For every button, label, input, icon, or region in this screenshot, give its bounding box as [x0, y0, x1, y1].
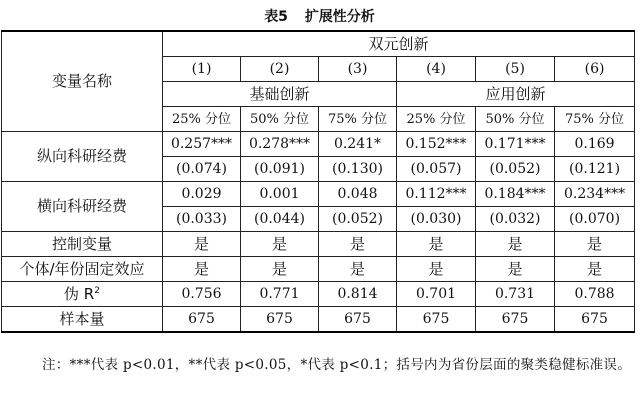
subgroup-header-basic: 基础创新	[163, 82, 397, 107]
table-cell: (0.070)	[555, 207, 635, 232]
table-cell: 0.152***	[397, 132, 476, 157]
table-cell: 0.814	[319, 282, 397, 307]
superscript-2: 2	[94, 285, 100, 296]
table-cell: 0.048	[319, 182, 397, 207]
table-cell: (0.121)	[555, 157, 635, 182]
table-row	[2, 257, 635, 282]
table-cell: 675	[319, 307, 397, 333]
table-cell: 675	[241, 307, 319, 333]
table-cell: 是	[163, 257, 241, 282]
subgroup-header-applied: 应用创新	[397, 82, 635, 107]
table-row	[2, 232, 635, 257]
row-label: 样本量	[2, 307, 163, 333]
col-header: (6)	[555, 57, 635, 82]
table-cell: 是	[555, 257, 635, 282]
row-label	[2, 282, 163, 307]
table-cell: 是	[241, 257, 319, 282]
table-caption: 扩展性分析	[304, 9, 375, 25]
group-header: 双元创新	[163, 31, 635, 57]
table-cell: 0.234***	[555, 182, 635, 207]
quantile-header: 25% 分位	[163, 107, 241, 132]
quantile-header: 75% 分位	[319, 107, 397, 132]
quantile-header: 25% 分位	[397, 107, 476, 132]
table-cell: 0.184***	[476, 182, 555, 207]
quantile-header: 75% 分位	[555, 107, 635, 132]
table-cell: 675	[397, 307, 476, 333]
table-cell: 675	[163, 307, 241, 333]
table-cell: 是	[241, 232, 319, 257]
table-cell: (0.057)	[397, 157, 476, 182]
table-cell: (0.044)	[241, 207, 319, 232]
variable-name-header: 变量名称	[2, 31, 163, 132]
table-cell: 0.788	[555, 282, 635, 307]
col-header: (2)	[241, 57, 319, 82]
table-cell: 是	[476, 232, 555, 257]
table-cell: 0.701	[397, 282, 476, 307]
table-cell: (0.052)	[476, 157, 555, 182]
table-row	[2, 307, 635, 333]
header-row-group	[2, 31, 635, 57]
table-row	[2, 282, 635, 307]
col-header: (1)	[163, 57, 241, 82]
table-cell: 0.169	[555, 132, 635, 157]
row-label: 横向科研经费	[2, 182, 163, 232]
col-header: (5)	[476, 57, 555, 82]
table-cell: (0.074)	[163, 157, 241, 182]
quantile-header: 50% 分位	[476, 107, 555, 132]
table-note: 注：***代表 p<0.01，**代表 p<0.05，*代表 p<0.1；括号内为省份层面的聚类稳健标准误。	[42, 357, 632, 373]
row-label: 个体/年份固定效应	[2, 257, 163, 282]
table-cell: 是	[319, 257, 397, 282]
table-cell: (0.130)	[319, 157, 397, 182]
table-cell: 是	[555, 232, 635, 257]
table-cell: 是	[476, 257, 555, 282]
table-cell: 0.257***	[163, 132, 241, 157]
table-row	[2, 132, 635, 157]
table-cell: 0.756	[163, 282, 241, 307]
table-cell: (0.091)	[241, 157, 319, 182]
table-number: 表5	[264, 9, 288, 25]
table-cell: 是	[163, 232, 241, 257]
table-cell: 0.001	[241, 182, 319, 207]
table-cell: 是	[319, 232, 397, 257]
table-cell: 0.112***	[397, 182, 476, 207]
row-label: 控制变量	[2, 232, 163, 257]
col-header: (3)	[319, 57, 397, 82]
results-table	[1, 30, 635, 333]
table-cell: (0.030)	[397, 207, 476, 232]
table-cell: 是	[397, 232, 476, 257]
table-cell: 是	[397, 257, 476, 282]
row-label: 纵向科研经费	[2, 132, 163, 182]
table-cell: 0.171***	[476, 132, 555, 157]
table-cell: (0.032)	[476, 207, 555, 232]
table-cell: 675	[555, 307, 635, 333]
pseudo-r2-label: 伪 R	[64, 284, 95, 303]
table-cell: (0.052)	[319, 207, 397, 232]
table-cell: 675	[476, 307, 555, 333]
table-cell: 0.771	[241, 282, 319, 307]
col-header: (4)	[397, 57, 476, 82]
table-cell: 0.241*	[319, 132, 397, 157]
table-title	[0, 6, 639, 26]
table-cell: 0.029	[163, 182, 241, 207]
table-row	[2, 182, 635, 207]
table-cell: 0.731	[476, 282, 555, 307]
quantile-header: 50% 分位	[241, 107, 319, 132]
table-cell: 0.278***	[241, 132, 319, 157]
table-cell: (0.033)	[163, 207, 241, 232]
